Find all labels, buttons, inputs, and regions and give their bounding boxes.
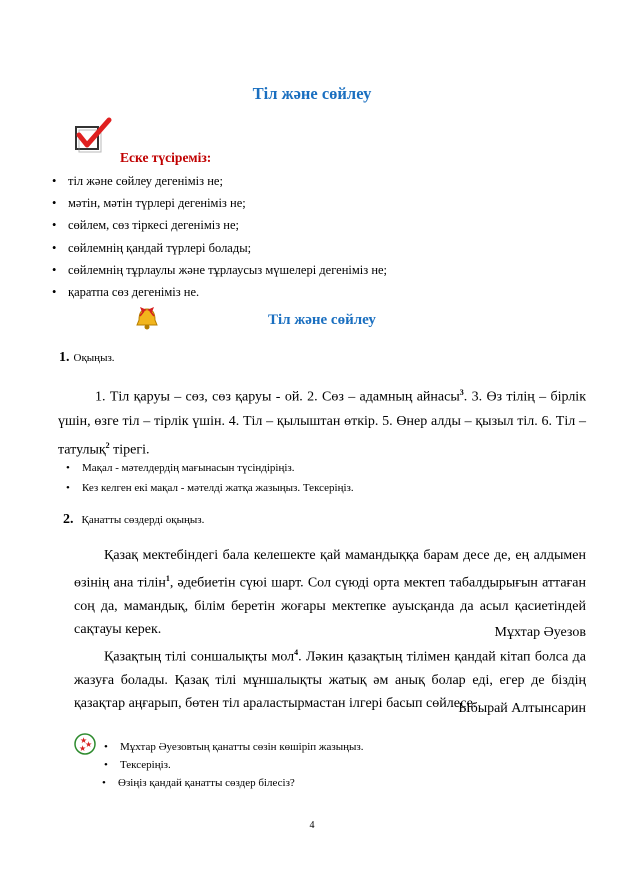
proverbs-text-2: . 3. Өз тілің – бірлік үшін, өзге тіл – тірлік үшін. 4. Тіл – қылыштан өткір. 5. Өнер алды – қызыл тіл. 6. Тіл – татулық: [58, 389, 587, 458]
page-title: Тіл және сөйлеу: [252, 84, 372, 103]
list-item: • Мұхтар Әуезовтың қанатты сөзін көшіріп жазыңыз.: [104, 738, 363, 756]
remember-list: [52, 170, 387, 303]
task2-heading: [63, 510, 204, 528]
stars-icon: [74, 733, 96, 755]
footnote-mark: 4: [294, 648, 299, 657]
list-item: • сөйлемнің қандай түрлері болады;: [52, 237, 387, 259]
checkbox-checkmark-icon: [73, 117, 113, 157]
proverbs-text-3: тірегі.: [109, 442, 150, 458]
task1-subtasks: [66, 458, 354, 498]
footnote-mark: 1: [165, 574, 170, 583]
quote-text: Қазақ мектебіндегі бала келешекте қай мамандыққа барам десе де, ең алдымен өзінің ана тілін: [74, 548, 586, 591]
svg-text:★: ★: [79, 744, 87, 753]
task2-subtasks: [104, 738, 363, 792]
page-number: 4: [309, 820, 315, 831]
list-item: • сөйлем, сөз тіркесі дегеніміз не;: [52, 214, 387, 236]
list-item: • Тексеріңіз.: [104, 756, 363, 774]
task2-number: 2.: [63, 512, 74, 527]
svg-text:★: ★: [85, 740, 93, 749]
quote-text: Қазақтың тілі соншалықты мол: [104, 649, 295, 665]
proverbs-text-1: 1. Тіл қаруы – сөз, сөз қаруы - ой. 2. Сөз – адамның айнасы: [95, 389, 460, 405]
list-item: • тіл және сөйлеу дегеніміз не;: [52, 170, 387, 192]
quote-author: Ыбырай Алтынсарин: [458, 701, 586, 716]
quote-text: , әдебиетін сүюі шарт. Сол сүюді орта мектеп табалдырығын аттаған соң да, мамандық, білім беретін жоғары мектепке ауысқанда да асыл қасиетіндей сақтауы керек.: [74, 575, 586, 637]
list-item: • қаратпа сөз дегеніміз не.: [52, 281, 387, 303]
bell-icon: [132, 303, 162, 333]
proverbs-paragraph: [58, 381, 586, 462]
list-item: • Өзіңіз қандай қанатты сөздер білесіз?: [102, 774, 363, 792]
footnote-mark: 2: [105, 440, 110, 450]
remember-heading: Еске түсіреміз:: [120, 150, 212, 165]
task2-instruction: Қанатты сөздерді оқыңыз.: [81, 514, 205, 526]
quote-text: . Ләкин қазақтың тілімен қандай кітап болса да жазуға болады. Қазақ тілі мұншалықты жатық әм анық болар еді, егер де біздің қазақтар аңғарып, бөтен тіл араластырмастан ілгері басып сөйлесе.: [74, 649, 586, 711]
section-title: Тіл және сөйлеу: [268, 312, 376, 328]
list-item: • сөйлемнің тұрлаулы және тұрлаусыз мүшелері дегеніміз не;: [52, 259, 387, 281]
quote-author: Мұхтар Әуезов: [494, 625, 586, 640]
list-item: • Кез келген екі мақал - мәтелді жатқа жазыңыз. Тексеріңіз.: [66, 478, 354, 498]
task1-heading: [59, 348, 115, 366]
task1-instruction: Оқыңыз.: [73, 352, 115, 364]
list-item: • мәтін, мәтін түрлері дегеніміз не;: [52, 192, 387, 214]
list-item: • Мақал - мәтелдердің мағынасын түсіндіріңіз.: [66, 458, 354, 478]
svg-text:★: ★: [80, 736, 88, 745]
task1-number: 1.: [59, 350, 70, 365]
footnote-mark: 3: [459, 388, 464, 397]
